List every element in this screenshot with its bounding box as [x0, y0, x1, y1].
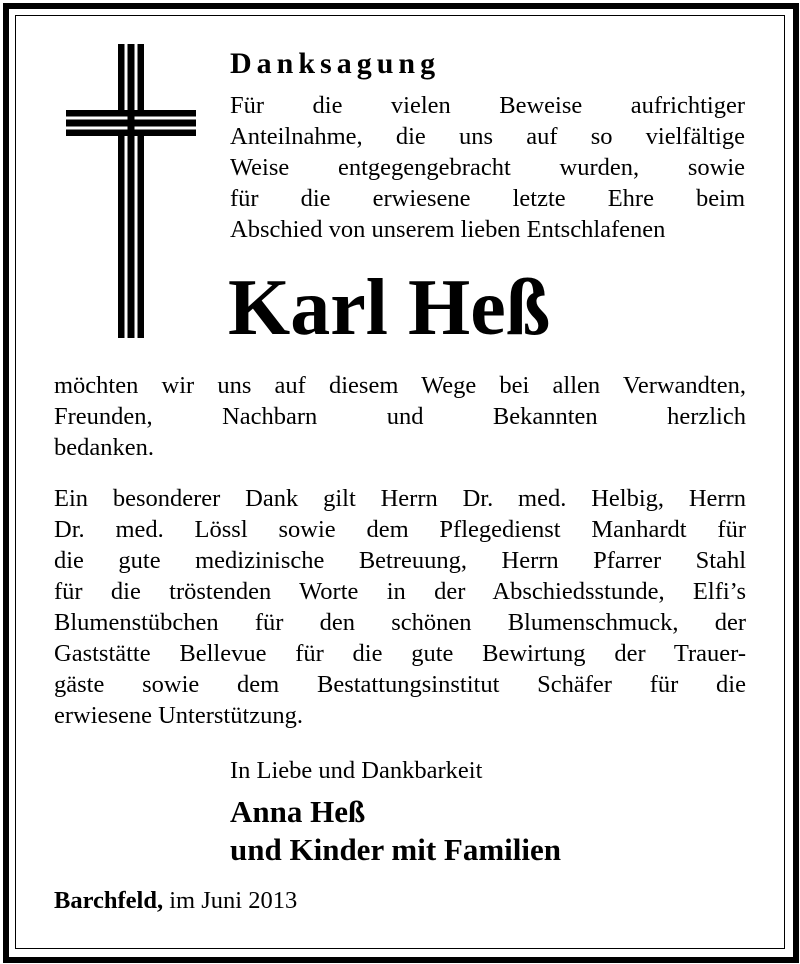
paragraph-line: Freunden, Nachbarn und Bekannten herzlich [54, 403, 746, 430]
place: Barchfeld, [54, 887, 164, 914]
signatories [230, 793, 561, 869]
paragraph-line: Gaststätte Bellevue für die gute Bewirtung der Trauer- [54, 640, 746, 667]
paragraph-line: Blumenstübchen für den schönen Blumenschmuck, der [54, 609, 746, 636]
intro-line: Anteilnahme, die uns auf so vielfältige [230, 123, 745, 150]
deceased-name: Karl Heß [228, 264, 551, 352]
paragraph-line: für die tröstenden Worte in der Abschiedsstunde, Elfi’s [54, 578, 746, 605]
intro-line: Abschied von unserem lieben Entschlafenen [230, 216, 666, 243]
intro-line: Weise entgegengebracht wurden, sowie [230, 154, 745, 181]
place-date [54, 885, 297, 916]
cross-icon [66, 44, 196, 338]
paragraph-line: möchten wir uns auf diesem Wege bei allen Verwandten, [54, 372, 746, 399]
signatory-family: und Kinder mit Familien [230, 832, 561, 867]
closing-phrase: In Liebe und Dankbarkeit [230, 757, 483, 784]
signatory-name: Anna Heß [230, 794, 366, 829]
paragraph-line: bedanken. [54, 434, 154, 461]
paragraph-line: die gute medizinische Betreuung, Herrn Pfarrer Stahl [54, 547, 746, 574]
date: im Juni 2013 [169, 887, 298, 914]
paragraph-line: erwiesene Unterstützung. [54, 702, 303, 729]
notice-heading: Danksagung [230, 47, 441, 80]
intro-text [230, 90, 745, 245]
thanks-paragraph-1 [54, 370, 746, 463]
paragraph-line: gäste sowie dem Bestattungsinstitut Schäfer für die [54, 671, 746, 698]
thanks-paragraph-2 [54, 483, 746, 731]
paragraph-line: Ein besonderer Dank gilt Herrn Dr. med. Helbig, Herrn [54, 485, 746, 512]
intro-line: Für die vielen Beweise aufrichtiger [230, 92, 745, 119]
intro-line: für die erwiesene letzte Ehre beim [230, 185, 745, 212]
paragraph-line: Dr. med. Lössl sowie dem Pflegedienst Manhardt für [54, 516, 746, 543]
